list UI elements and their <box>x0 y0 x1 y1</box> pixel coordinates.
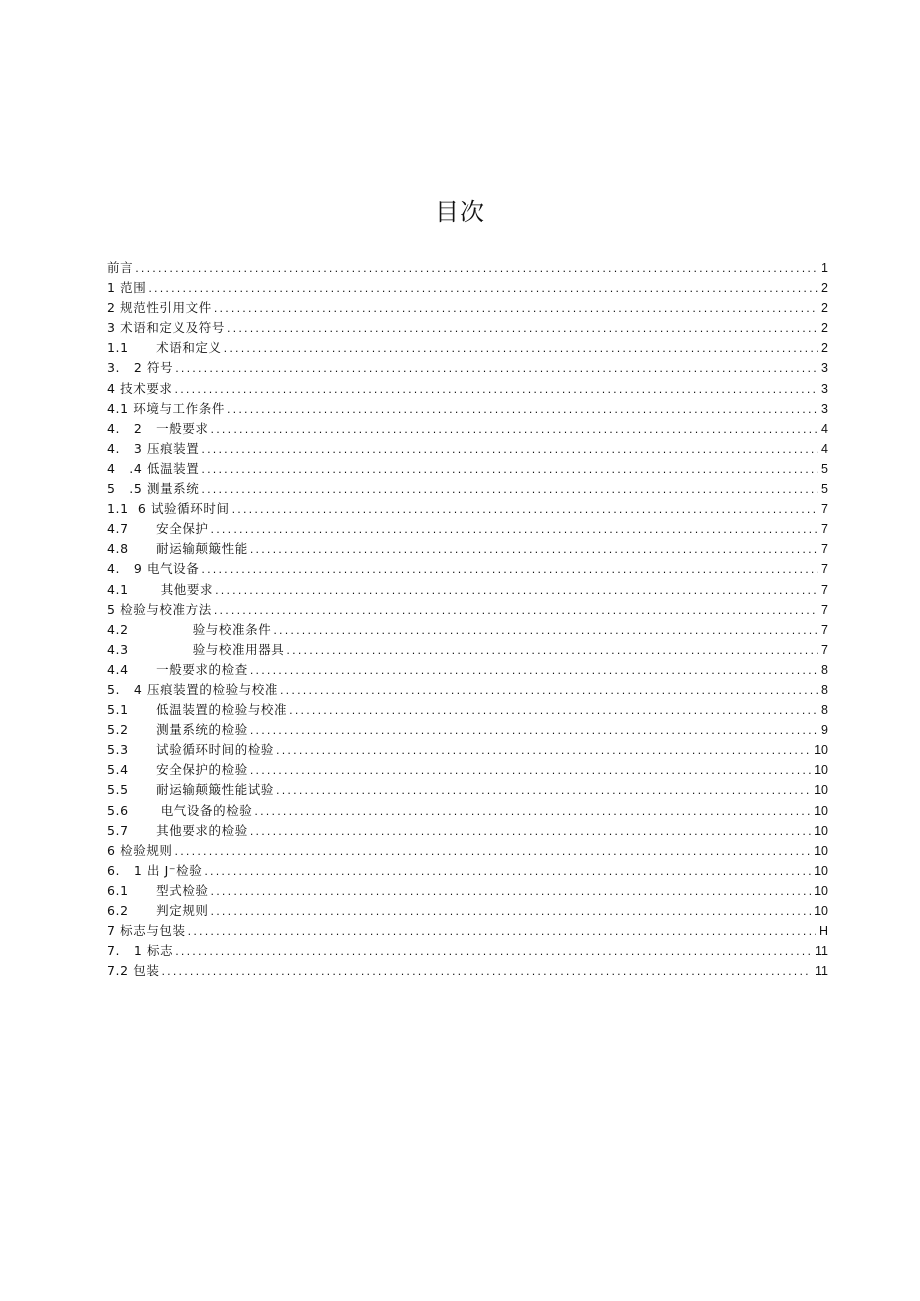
toc-entry[interactable] <box>107 961 828 981</box>
toc-dot-leader <box>280 681 818 701</box>
toc-entry-label: 5 .5 测量系统 <box>107 481 200 497</box>
toc-entry-label: 7 标志与包装 <box>107 923 186 939</box>
toc-dot-leader <box>201 440 818 460</box>
toc-entry-label: 4 技术要求 <box>107 380 173 396</box>
toc-entry-page-number: 7 <box>821 582 828 597</box>
toc-entry[interactable] <box>107 941 828 961</box>
toc-entry-label: 6 检验规则 <box>107 842 173 858</box>
toc-entry[interactable] <box>107 841 828 861</box>
toc-entry[interactable] <box>107 861 828 881</box>
toc-entry[interactable] <box>107 700 828 720</box>
toc-entry-label: 4.2 验与校准条件 <box>107 621 272 637</box>
toc-entry-page-number: 7 <box>821 542 828 557</box>
toc-entry-page-number: 7 <box>821 502 828 517</box>
toc-dot-leader <box>211 882 812 902</box>
toc-entry-page-number: 3 <box>821 381 828 396</box>
toc-entry[interactable] <box>107 720 828 740</box>
toc-entry-label: 6.2 判定规则 <box>107 903 209 918</box>
toc-dot-leader <box>227 400 818 420</box>
toc-entry-label: 1 范围 <box>107 280 147 296</box>
toc-entry[interactable] <box>107 821 828 841</box>
toc-entry-page-number: 3 <box>821 361 828 376</box>
toc-entry[interactable] <box>107 580 828 600</box>
toc-entry[interactable] <box>107 358 828 378</box>
toc-entry-label: 7. 1 标志 <box>107 943 174 959</box>
toc-entry[interactable] <box>107 801 828 821</box>
toc-entry-page-number: 8 <box>821 662 828 677</box>
toc-entry-label: 4.8 耐运输颠簸性能 <box>107 541 248 557</box>
toc-entry[interactable] <box>107 780 828 800</box>
toc-entry[interactable] <box>107 660 828 680</box>
toc-entry[interactable] <box>107 379 828 399</box>
toc-entry-page-number: 1 <box>821 261 828 275</box>
toc-entry-page-number: H <box>818 924 828 939</box>
toc-entry-label: 3. 2 符号 <box>107 360 174 376</box>
toc-entry[interactable] <box>107 519 828 539</box>
toc-entry[interactable] <box>107 338 828 358</box>
toc-entry-label: 5.4 安全保护的检验 <box>107 762 248 778</box>
toc-dot-leader <box>232 500 818 520</box>
toc-entry-label: 4. 2 一般要求 <box>107 420 209 436</box>
page-title: 目次 <box>435 198 485 226</box>
toc-entry-page-number: 10 <box>814 803 828 818</box>
toc-entry-label: 5.5 耐运输颠簸性能试验 <box>107 782 275 798</box>
toc-entry-label: 4 .4 低温装置 <box>107 460 200 476</box>
toc-entry-page-number: 9 <box>821 723 828 738</box>
toc-entry[interactable] <box>107 740 828 760</box>
toc-entry-label: 4.1 环境与工作条件 <box>107 400 225 416</box>
toc-entry-page-number: 8 <box>821 703 828 718</box>
toc-dot-leader <box>175 842 812 862</box>
toc-entry-label: 4.4 一般要求的检查 <box>107 661 248 677</box>
toc-entry-page-number: 7 <box>821 602 828 617</box>
toc-entry[interactable] <box>107 640 828 660</box>
toc-entry[interactable] <box>107 559 828 579</box>
toc-entry-page-number: 11 <box>815 944 828 959</box>
toc-entry[interactable] <box>107 620 828 640</box>
toc-entry-label: 4. 3 压痕装置 <box>107 440 200 456</box>
toc-dot-leader <box>161 962 812 982</box>
toc-entry-page-number: 10 <box>814 823 828 838</box>
toc-entry-label: 6.1 型式检验 <box>107 882 209 898</box>
toc-entry-label: 5.7 其他要求的检验 <box>107 822 248 838</box>
toc-entry[interactable] <box>107 439 828 459</box>
toc-entry[interactable] <box>107 479 828 499</box>
toc-dot-leader <box>211 902 812 922</box>
toc-dot-leader <box>201 480 818 500</box>
toc-entry-page-number: 5 <box>821 461 828 476</box>
toc-dot-leader <box>289 701 818 721</box>
toc-entry-page-number: 7 <box>821 622 828 637</box>
toc-entry[interactable] <box>107 921 828 941</box>
toc-entry-label: 4.3 验与校准用器具 <box>107 641 285 657</box>
toc-dot-leader <box>250 661 818 681</box>
toc-dot-leader <box>148 279 818 299</box>
toc-entry-label: 1.1 6 试验循环时间 <box>107 501 230 517</box>
toc-entry-page-number: 10 <box>814 763 828 778</box>
toc-entry-page-number: 2 <box>821 301 828 316</box>
toc-dot-leader <box>250 822 811 842</box>
toc-entry-label: 4.1 其他要求 <box>107 581 214 597</box>
toc-dot-leader <box>175 942 812 962</box>
toc-entry-page-number: 10 <box>814 783 828 798</box>
toc-entry[interactable] <box>107 258 828 278</box>
toc-dot-leader <box>204 862 811 882</box>
toc-entry-label: 6. 1 出 J⁻检验 <box>107 862 203 878</box>
toc-dot-leader <box>214 299 818 319</box>
toc-entry-label: 1.1 术语和定义 <box>107 340 222 356</box>
toc-dot-leader <box>201 460 818 480</box>
toc-entry-label: 4. 9 电气设备 <box>107 561 200 577</box>
toc-entry[interactable] <box>107 318 828 338</box>
toc-dot-leader <box>250 761 811 781</box>
toc-entry-label: 3 术语和定义及符号 <box>107 320 225 336</box>
toc-dot-leader <box>201 560 818 580</box>
toc-dot-leader <box>224 339 818 359</box>
toc-entry-label: 5.6 电气设备的检验 <box>107 802 253 818</box>
toc-entry-label: 前言 <box>107 260 134 275</box>
toc-entry-label: 5.3 试验循环时间的检验 <box>107 742 275 758</box>
toc-entry-page-number: 7 <box>821 522 828 537</box>
toc-entry[interactable] <box>107 901 828 921</box>
toc-entry-page-number: 11 <box>815 964 828 979</box>
toc-entry-page-number: 2 <box>821 281 828 296</box>
toc-entry[interactable] <box>107 539 828 559</box>
toc-dot-leader <box>250 721 818 741</box>
toc-entry[interactable] <box>107 600 828 620</box>
toc-dot-leader <box>276 741 811 761</box>
toc-entry-page-number: 7 <box>821 562 828 577</box>
toc-entry-page-number: 4 <box>821 441 828 456</box>
toc-dot-leader <box>254 802 811 822</box>
toc-entry-page-number: 10 <box>814 743 828 758</box>
toc-entry-label: 5. 4 压痕装置的检验与校准 <box>107 681 278 697</box>
toc-dot-leader <box>250 540 818 560</box>
toc-dot-leader <box>211 520 819 540</box>
toc-entry-label: 5.1 低温装置的检验与校准 <box>107 702 288 718</box>
toc-entry-page-number: 10 <box>814 843 828 858</box>
toc-entry-page-number: 4 <box>821 421 828 436</box>
toc-entry-page-number: 2 <box>821 321 828 336</box>
toc-dot-leader <box>286 641 818 661</box>
toc-entry-label: 2 规范性引用文件 <box>107 300 212 316</box>
toc-dot-leader <box>135 259 818 279</box>
toc-entry[interactable] <box>107 419 828 439</box>
toc-entry-label: 7.2 包装 <box>107 963 160 979</box>
toc-dot-leader <box>227 319 818 339</box>
toc-dot-leader <box>215 581 818 601</box>
toc-dot-leader <box>188 922 816 942</box>
toc-entry-label: 4.7 安全保护 <box>107 521 209 537</box>
toc-entry[interactable] <box>107 680 828 700</box>
toc-entry-page-number: 7 <box>821 642 828 657</box>
toc-entry[interactable] <box>107 881 828 901</box>
toc-dot-leader <box>211 420 819 440</box>
toc-entry-page-number: 5 <box>821 482 828 497</box>
toc-dot-leader <box>214 601 818 621</box>
toc-dot-leader <box>175 380 819 400</box>
toc-entry-page-number: 8 <box>821 682 828 697</box>
table-of-contents <box>107 258 828 981</box>
toc-entry[interactable] <box>107 278 828 298</box>
toc-entry[interactable] <box>107 399 828 419</box>
toc-entry-page-number: 10 <box>814 883 828 898</box>
toc-entry-page-number: 10 <box>814 904 828 918</box>
toc-dot-leader <box>276 781 811 801</box>
toc-entry[interactable] <box>107 499 828 519</box>
toc-entry-page-number: 2 <box>821 341 828 356</box>
toc-entry[interactable] <box>107 459 828 479</box>
toc-entry-page-number: 10 <box>814 863 828 878</box>
toc-entry[interactable] <box>107 298 828 318</box>
toc-entry-page-number: 3 <box>821 401 828 416</box>
toc-dot-leader <box>273 621 818 641</box>
toc-dot-leader <box>175 359 818 379</box>
toc-entry[interactable] <box>107 760 828 780</box>
toc-entry-label: 5 检验与校准方法 <box>107 601 212 617</box>
toc-entry-label: 5.2 测量系统的检验 <box>107 722 248 738</box>
